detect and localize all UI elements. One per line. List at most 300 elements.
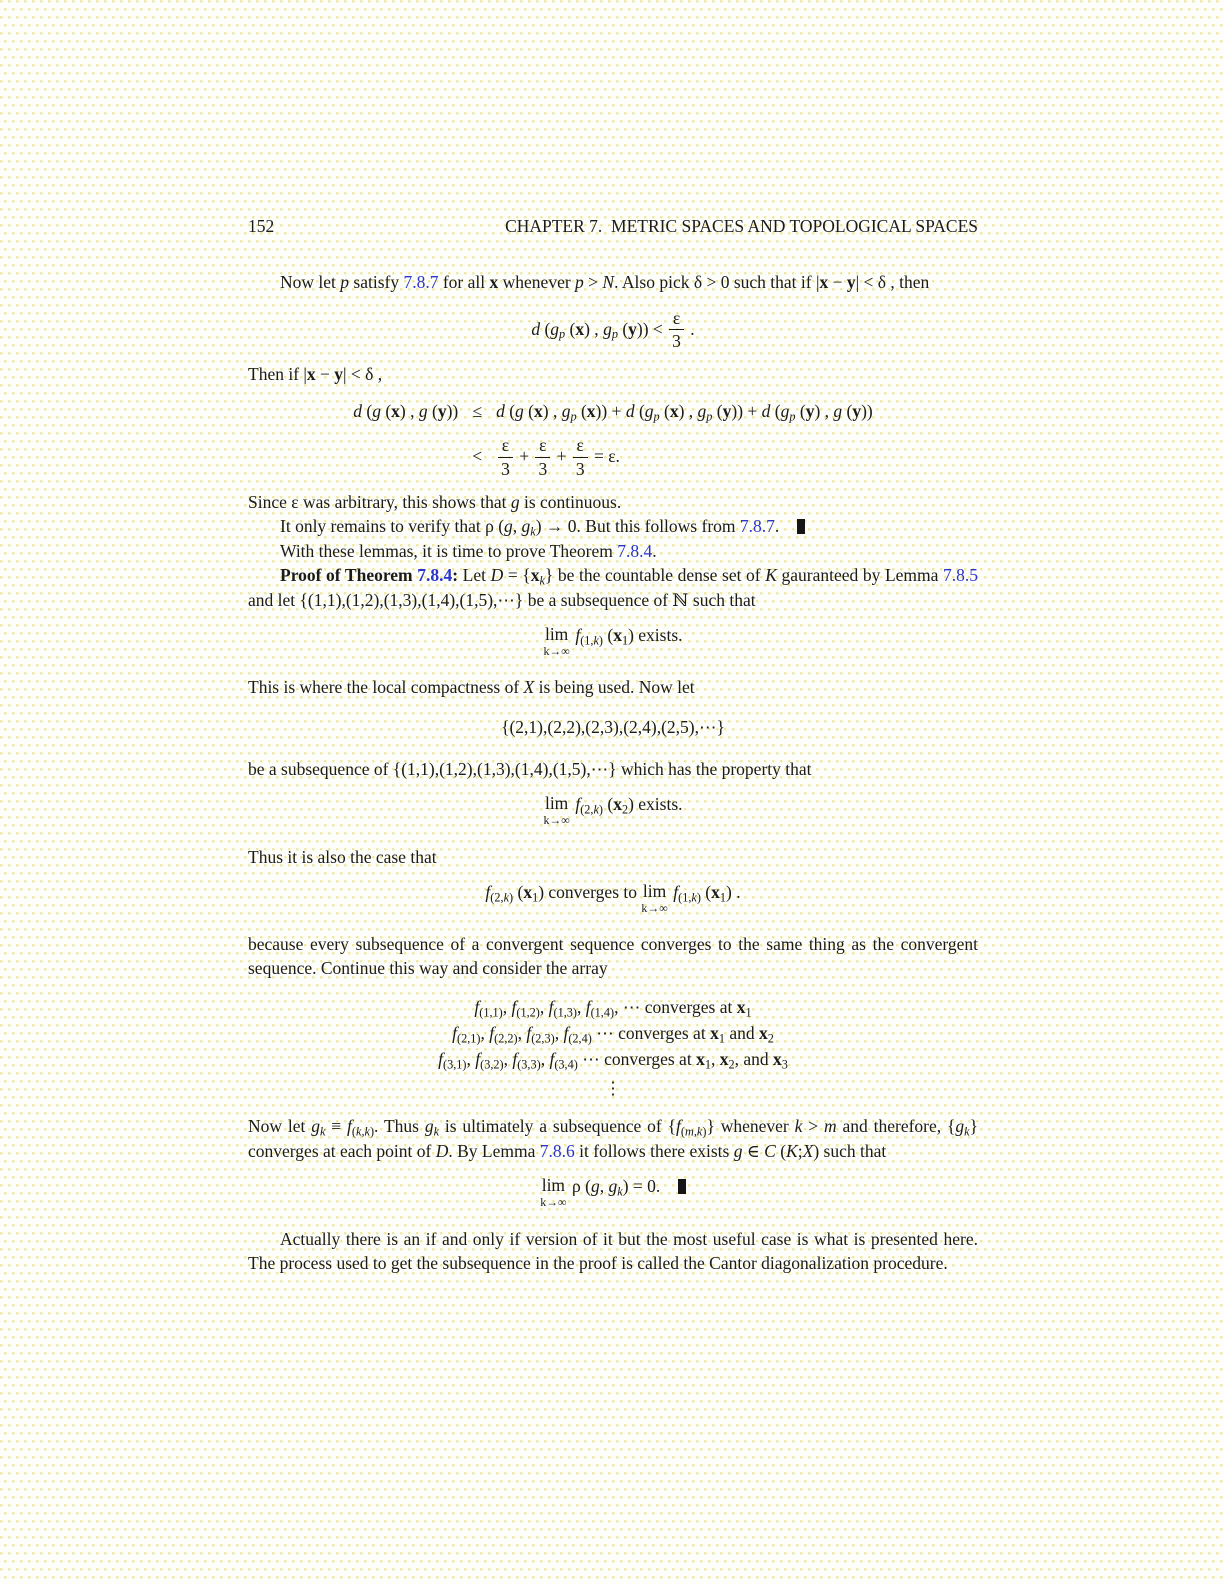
text-run: g (608, 1175, 618, 1196)
text-run: , (466, 1049, 476, 1070)
text-run: ) → 0. But this follows from (535, 515, 740, 536)
cross-reference-link[interactable]: 7.8.6 (539, 1141, 575, 1162)
text-run: , (503, 1049, 513, 1070)
text-run: Now let (280, 271, 341, 292)
text-run: ( (700, 881, 712, 902)
display-subsequence-set (248, 716, 978, 740)
text-run: x (586, 401, 596, 422)
fraction-denominator: 3 (538, 458, 548, 479)
text-run: ) converges to (538, 881, 642, 902)
aligned-lhs (353, 400, 458, 424)
fraction-denominator: 3 (575, 458, 585, 479)
text-run: k (964, 1124, 970, 1139)
text-run: C (764, 1141, 776, 1162)
text-run: ⋯ converges at (591, 1023, 711, 1044)
limit-word: lim (544, 793, 569, 814)
text-run: 1 (719, 889, 726, 904)
limit-word: lim (642, 881, 667, 902)
fraction-numerator: ε (573, 435, 588, 457)
text-run: is ultimately a subsequence of { (439, 1116, 677, 1137)
text-run: is being used. Now let (534, 677, 695, 698)
limit-subscript: k→∞ (543, 643, 570, 658)
text-run: (1, (580, 632, 594, 647)
text-run: } converges at each point of (248, 1116, 979, 1162)
text-run: k (320, 1124, 326, 1139)
text-run: x (711, 881, 720, 902)
text-run: . Also pick δ > 0 such that if | (614, 271, 820, 292)
paragraph-thus-also (248, 846, 978, 870)
text-run: g (833, 401, 843, 422)
cross-reference-link[interactable]: 7.8.4 (617, 540, 653, 561)
text-run: f (511, 997, 517, 1018)
text-run: , (599, 1175, 609, 1196)
page-number: 152 (248, 216, 275, 236)
text-run: g (955, 1116, 965, 1137)
text-run: D (490, 564, 504, 585)
text-run: 2 (767, 1031, 774, 1046)
text-run: for all (438, 271, 490, 292)
display-limit-rho-zero (248, 1175, 978, 1209)
text-run: f (474, 997, 480, 1018)
text-run: ⋯ converges at (577, 1049, 697, 1070)
text-run: )) (446, 401, 459, 422)
text-run: y (722, 401, 732, 422)
text-run: y (852, 401, 862, 422)
text-run: and let {(1,1),(1,2),(1,3),(1,4),(1,5),⋯} be a subsequence of ℕ such that (248, 589, 756, 610)
text-run: y (334, 364, 344, 385)
array-row-2 (248, 1022, 978, 1047)
text-run: x (736, 997, 746, 1018)
text-run: ( (540, 318, 551, 339)
text-run: ( (770, 401, 781, 422)
text-run: ) = 0. (622, 1175, 678, 1196)
paragraph-because-every (248, 933, 978, 981)
text-run: x (575, 318, 585, 339)
text-run: ( (351, 1124, 357, 1139)
text-run: This is where the local compactness of (248, 677, 524, 698)
text-run: x (523, 881, 533, 902)
text-run: It only remains to verify that ρ ( (280, 515, 505, 536)
text-run: | < δ , (343, 364, 383, 385)
text-run: , (554, 1023, 564, 1044)
text-run: is continuous. (519, 491, 622, 512)
text-run: g (697, 401, 707, 422)
aligned-rhs-sum (496, 400, 873, 425)
text-run: − (828, 271, 847, 292)
aligned-equation-grid (353, 400, 873, 478)
text-run: ( (380, 401, 392, 422)
text-run: ( (842, 401, 853, 422)
text-run: because every subsequence of a convergent sequence converges to the same thing as the convergent sequence. Continue this way and consider the array (248, 934, 978, 979)
text-run: , ⋯ converges at (614, 997, 737, 1018)
text-run: − (315, 364, 335, 385)
text-run: , (540, 1049, 550, 1070)
text-run: D (435, 1141, 449, 1162)
text-run: x (772, 1049, 782, 1070)
text-run: (1,3) (553, 1005, 577, 1020)
page-header (248, 215, 978, 239)
cross-reference-link[interactable]: 7.8.7 (739, 515, 775, 536)
text-run: } be the countable dense set of (544, 564, 766, 585)
fraction-numerator: ε (535, 435, 550, 457)
paragraph-then-if (248, 363, 978, 387)
text-run: ) (696, 889, 701, 904)
text-run: (3,1) (443, 1057, 467, 1072)
text-run: + (514, 446, 534, 466)
text-run: f (575, 793, 581, 814)
text-run: 1 (718, 1031, 725, 1046)
qed-box (678, 1179, 686, 1194)
text-run: ) (598, 802, 603, 817)
array-row-1 (248, 996, 978, 1021)
text-run: f (485, 881, 491, 902)
text-run: K (786, 1141, 798, 1162)
display-aligned-triangle-inequality (248, 400, 978, 478)
text-run: ( (680, 1124, 685, 1139)
text-run: X (802, 1141, 814, 1162)
text-run: m,k (685, 1124, 703, 1139)
text-run: (2,2) (494, 1031, 518, 1046)
text-run: Actually there is an if and only if version of it but the most useful case is what is presented here. The process used to get the subsequence in the proof is called the Cantor diagonalization procedure. (248, 1228, 978, 1273)
text-run: . (774, 515, 797, 536)
text-run: k (503, 889, 510, 904)
text-run: ) , (678, 401, 698, 422)
text-run: ) exists. (628, 624, 683, 645)
text-run: 1 (532, 889, 539, 904)
display-converges-to (248, 881, 978, 915)
text-run: ( (634, 401, 645, 422)
text-run: g (311, 1116, 320, 1137)
paragraph-now-let-gk (248, 1115, 978, 1164)
text-run: < (472, 446, 483, 466)
text-run: m (824, 1116, 837, 1137)
text-run: ) exists. (628, 793, 683, 814)
text-run: k,k (356, 1124, 370, 1139)
limit-operator (543, 626, 569, 657)
text-run: g (591, 1175, 600, 1196)
text-run: ) (598, 632, 603, 647)
text-run: d (531, 318, 541, 339)
fraction-denominator: 3 (501, 458, 510, 479)
text-run: x (489, 271, 499, 292)
page-content (248, 215, 978, 1275)
text-run: g (504, 515, 513, 536)
text-run: ) , (542, 401, 562, 422)
aligned-rhs-epsilon (496, 435, 873, 478)
text-run: (3,2) (480, 1057, 504, 1072)
text-run: satisfy (349, 271, 404, 292)
text-run: f (575, 624, 581, 645)
text-run: ) such that (813, 1141, 887, 1162)
text-run: f (548, 997, 554, 1018)
text-run: f (563, 1023, 569, 1044)
text-run: g (372, 401, 381, 422)
text-run: p (789, 409, 796, 424)
limit-subscript: k→∞ (543, 812, 570, 827)
text-run: Then if | (248, 364, 307, 385)
text-run: ( (603, 624, 614, 645)
text-run: (1,2) (516, 1005, 540, 1020)
display-limit-f2k-exists (248, 793, 978, 827)
text-run: x (710, 1023, 719, 1044)
math-fraction (669, 308, 684, 351)
text-run: it follows there exists (574, 1141, 734, 1162)
text-run: = ε. (589, 446, 620, 466)
text-run: k (433, 1124, 440, 1139)
text-run: K (765, 564, 777, 585)
text-run: , (480, 1023, 490, 1044)
text-run: ; (797, 1141, 803, 1162)
text-run: Let (458, 564, 491, 585)
aligned-relation-lt (458, 445, 496, 469)
text-run: x (758, 1023, 768, 1044)
text-run: , (576, 997, 586, 1018)
text-run: , (517, 1023, 527, 1044)
text-run: f (526, 1023, 532, 1044)
text-run: ( (513, 881, 524, 902)
text-run: g (510, 491, 520, 512)
text-run: . (685, 318, 695, 339)
text-run: | < δ , then (855, 271, 930, 292)
text-run: X (523, 677, 535, 698)
text-run: ≤ (472, 401, 482, 422)
text-run: ( (712, 401, 723, 422)
text-run: x (696, 1049, 705, 1070)
text-run: d (761, 401, 771, 422)
text-run: > (583, 271, 603, 292)
text-run: k (593, 632, 599, 647)
text-run: (1,1) (479, 1005, 503, 1020)
text-run: y (437, 401, 447, 422)
text-run: {(2,1),(2,2),(2,3),(2,4),(2,5),⋯} (501, 717, 725, 738)
text-run: k (794, 1116, 803, 1137)
text-run: Thus it is also the case that (248, 846, 437, 867)
text-run: k (530, 524, 536, 539)
limit-operator (540, 1177, 566, 1208)
text-run: and (724, 1023, 759, 1044)
text-run: 1 (745, 1005, 752, 1020)
text-run: (2,4) (568, 1031, 592, 1046)
text-run: (3,3) (517, 1057, 541, 1072)
chapter-running-head: CHAPTER 7. METRIC SPACES AND TOPOLOGICAL SPACES (505, 216, 978, 236)
paragraph-be-a-subsequence (248, 758, 978, 782)
text-run: x (613, 793, 622, 814)
text-run: Since ε was arbitrary, this shows that (248, 491, 511, 512)
text-run: ( (427, 401, 438, 422)
text-run: f (347, 1116, 352, 1137)
text-run: 1 (621, 632, 629, 647)
text-run: (2, (490, 889, 504, 904)
text-run: (2,1) (457, 1031, 481, 1046)
text-run: ( (523, 401, 534, 422)
array-row-3 (248, 1048, 978, 1073)
text-run: x (306, 364, 316, 385)
paragraph-with-these-lemmas (248, 540, 978, 564)
text-run: (2, (580, 802, 594, 817)
text-run: p (653, 409, 660, 424)
text-run: x (719, 1049, 729, 1070)
text-run: } whenever (706, 1116, 795, 1137)
cross-reference-link[interactable]: 7.8.4 (417, 564, 453, 585)
text-run: 2 (621, 802, 629, 817)
text-run: )) < (636, 318, 668, 339)
vertical-dots: ⋮ (604, 1078, 622, 1099)
text-run: ) . (726, 881, 741, 902)
text-run: f (512, 1049, 518, 1070)
text-run: f (676, 1116, 681, 1137)
text-run: g (521, 515, 531, 536)
display-equation-gp-metric (248, 308, 978, 351)
text-run: x (534, 401, 543, 422)
text-run: be a subsequence of {(1,1),(1,2),(1,3),(1,4),(1,5),⋯} which has the property that (248, 759, 812, 780)
text-run: p (706, 409, 713, 424)
text-run: p (559, 326, 566, 341)
text-run: x (613, 624, 622, 645)
text-run: p (570, 409, 577, 424)
text-run: g (603, 318, 612, 339)
text-run: Now let (248, 1116, 312, 1137)
text-run: (2,3) (531, 1031, 555, 1046)
text-run: k (593, 802, 599, 817)
text-run: ( (565, 318, 576, 339)
paragraph-proof-of-theorem (248, 564, 978, 613)
text-run: )) + (595, 401, 626, 422)
paragraph-actually (248, 1228, 978, 1276)
math-fraction (535, 435, 550, 478)
text-run: ≡ (325, 1116, 348, 1137)
text-run: g (733, 1141, 743, 1162)
text-run: ( (659, 401, 670, 422)
text-run: )) + (731, 401, 762, 422)
qed-box (797, 519, 805, 534)
text-run: ( (603, 793, 614, 814)
text-run: ) , (399, 401, 419, 422)
limit-subscript: k→∞ (540, 1194, 567, 1209)
cross-reference-link[interactable]: 7.8.5 (943, 564, 978, 585)
diagonal-array (248, 996, 978, 1073)
text-run: x (391, 401, 400, 422)
text-run: gauranteed by Lemma (776, 564, 943, 585)
cross-reference-link[interactable]: 7.8.7 (403, 271, 439, 292)
text-run: g (424, 1116, 434, 1137)
text-run: 3 (781, 1057, 788, 1072)
text-run: g (644, 401, 654, 422)
text-run: , (512, 515, 522, 536)
text-run: , (502, 997, 512, 1018)
text-run: . Thus (374, 1116, 425, 1137)
text-run: ) , (814, 401, 834, 422)
text-run: )) (861, 401, 873, 422)
text-run: , (539, 997, 549, 1018)
limit-subscript: k→∞ (641, 900, 668, 915)
text-run: f (585, 997, 591, 1018)
text-run: d (625, 401, 635, 422)
text-run: y (846, 271, 856, 292)
text-run: k (539, 573, 545, 588)
text-run: d (496, 401, 505, 422)
text-run: f (549, 1049, 555, 1070)
limit-word: lim (541, 1175, 566, 1196)
text-run: > (802, 1116, 824, 1137)
fraction-denominator: 3 (672, 330, 681, 351)
paragraph-it-only-remains (248, 515, 978, 540)
text-run: ) (702, 1124, 707, 1139)
text-run: ) , (584, 318, 604, 339)
text-run: p (611, 326, 618, 341)
text-run: ) (369, 1124, 375, 1139)
text-run: ( (795, 401, 806, 422)
text-run: (1,4) (590, 1005, 615, 1020)
text-run: g (561, 401, 571, 422)
text-run: g (550, 318, 560, 339)
text-run: f (489, 1023, 495, 1044)
text-run: = { (503, 564, 531, 585)
text-run: Proof of Theorem (280, 564, 418, 585)
text-run: x (530, 564, 540, 585)
text-run: ) (509, 889, 514, 904)
text-run: ( (617, 318, 629, 339)
text-run: : (452, 564, 459, 585)
text-run: g (515, 401, 524, 422)
text-run: x (669, 401, 679, 422)
text-run: d (353, 401, 362, 422)
text-run: , (710, 1049, 720, 1070)
text-run: (1, (678, 889, 692, 904)
text-run: p (340, 271, 350, 292)
text-run: ∈ (742, 1141, 765, 1162)
limit-operator (543, 795, 569, 826)
text-run: . (652, 540, 657, 561)
paragraph-since-epsilon (248, 491, 978, 515)
text-run: g (780, 401, 790, 422)
text-run: ρ ( (568, 1175, 591, 1196)
text-run: f (673, 881, 679, 902)
text-run: ( (362, 401, 373, 422)
math-fraction (498, 435, 513, 478)
text-run: y (805, 401, 815, 422)
text-run: With these lemmas, it is time to prove Theorem (280, 540, 618, 561)
text-run: ( (775, 1141, 787, 1162)
text-run: k (691, 889, 697, 904)
display-limit-f1k-exists (248, 624, 978, 658)
fraction-numerator: ε (669, 308, 684, 330)
text-run: whenever (498, 271, 576, 292)
text-run: and therefore, { (836, 1116, 956, 1137)
text-run: (3,4) (554, 1057, 578, 1072)
text-run: , and (734, 1049, 773, 1070)
text-run: y (628, 318, 637, 339)
text-run: f (452, 1023, 457, 1044)
aligned-relation-leq (458, 400, 496, 424)
text-run: ( (576, 401, 587, 422)
paragraph-now-let-p (248, 271, 978, 295)
text-run: . By Lemma (448, 1141, 540, 1162)
paragraph-local-compactness (248, 676, 978, 700)
limit-operator (641, 883, 667, 914)
text-run: g (418, 401, 428, 422)
limit-word: lim (544, 624, 569, 645)
math-fraction (573, 435, 588, 478)
text-run: 1 (704, 1057, 711, 1072)
text-run: f (438, 1049, 443, 1070)
text-run: ( (504, 401, 516, 422)
text-run: + (552, 446, 571, 466)
text-run: 2 (728, 1057, 735, 1072)
text-run: x (819, 271, 829, 292)
fraction-numerator: ε (498, 435, 513, 457)
text-run: f (475, 1049, 481, 1070)
text-run: N (602, 271, 615, 292)
